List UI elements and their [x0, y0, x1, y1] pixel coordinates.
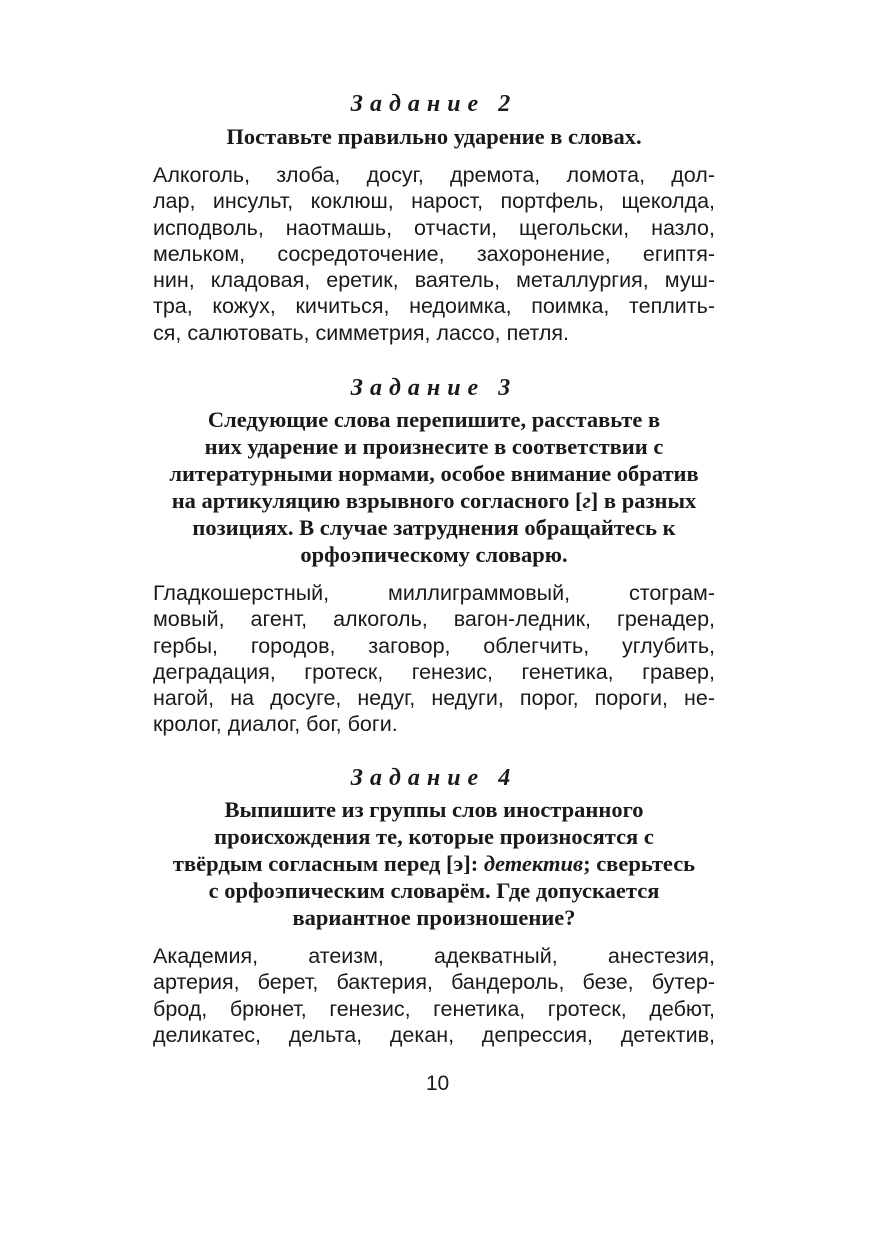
task-3-heading-italic-g: г — [582, 488, 591, 513]
task-2-section — [153, 90, 715, 346]
task-4-body — [153, 943, 715, 1048]
task-3-title: Задание 3 — [350, 375, 518, 401]
task-3-heading-line: них ударение и произнесите в соответствии с — [204, 434, 664, 459]
task-3-body — [153, 580, 715, 738]
task-4-heading-line: с орфоэпическим словарём. Где допускается — [208, 878, 660, 903]
task-4-body-line: Академия, атеизм, адекватный, анестезия, — [153, 944, 715, 968]
task-2-body-line: лар, инсульт, коклюш, нарост, портфель, щеколда, — [153, 189, 715, 214]
task-3-heading-line: литературными нормами, особое внимание обратив — [169, 461, 699, 486]
page-number: 10 — [425, 1072, 450, 1095]
task-3-heading-line: орфоэпическому словарю. — [300, 542, 568, 567]
task-3-body-line: деградация, гротеск, генезис, генетика, гравер, — [153, 659, 715, 684]
task-4-heading-line: вариантное произношение? — [292, 905, 576, 930]
task-2-body-line: Алкоголь, злоба, досуг, дремота, ломота, дол- — [153, 163, 715, 187]
task-4-heading — [153, 796, 715, 931]
task-2-body-line: нин, кладовая, еретик, ваятель, металлургия, муш- — [153, 268, 715, 293]
task-3-section — [153, 374, 715, 738]
task-2-heading: Поставьте правильно ударение в словах. — [226, 124, 642, 149]
task-3-body-line: нагой, на досуге, недуг, недуги, порог, пороги, не- — [153, 686, 715, 711]
task-4-title: Задание 4 — [350, 765, 518, 791]
task-4-body-line: артерия, берет, бактерия, бандероль, безе, бутер- — [153, 970, 715, 995]
task-4-heading-line: Выпишите из группы слов иностранного — [224, 797, 644, 822]
task-2-title: Задание 2 — [350, 91, 518, 117]
task-4-section — [153, 764, 715, 1048]
task-4-body-line: деликатес, дельта, декан, депрессия, детектив, — [153, 1022, 715, 1047]
task-2-body — [153, 162, 715, 346]
task-3-heading-line: Следующие слова перепишите, расставьте в — [207, 407, 661, 432]
task-3-heading-line: на артикуляцию взрывного согласного [ — [171, 488, 583, 513]
task-4-heading-line: ; сверьтесь — [583, 851, 696, 876]
task-3-body-line: Гладкошерстный, миллиграммовый, стограм- — [153, 581, 715, 605]
task-2-body-line: тра, кожух, кичиться, недоимка, поимка, теплить- — [153, 294, 715, 319]
task-3-body-line: кролог, диалог, бог, боги. — [153, 712, 398, 737]
task-4-heading-line: происхождения те, которые произносятся с — [214, 824, 654, 849]
task-3-heading-line: позициях. В случае затруднения обращайтесь к — [192, 515, 676, 540]
task-2-body-line: исподволь, наотмашь, отчасти, щегольски, назло, — [153, 215, 715, 240]
task-2-body-line: ся, салютовать, симметрия, лассо, петля. — [153, 320, 570, 345]
task-4-heading-line: твёрдым согласным перед [э]: — [172, 851, 484, 876]
task-3-body-line: мовый, агент, алкоголь, вагон-ледник, гренадер, — [153, 607, 715, 632]
task-4-body-line: брод, брюнет, генезис, генетика, гротеск, дебют, — [153, 996, 715, 1021]
task-4-heading-italic-word: детектив — [483, 851, 584, 876]
task-3-heading — [153, 406, 715, 568]
task-3-body-line: гербы, городов, заговор, облегчить, углубить, — [153, 633, 715, 658]
task-3-heading-line: ] в разных — [590, 488, 697, 513]
task-2-body-line: мельком, сосредоточение, захоронение, египтя- — [153, 241, 715, 266]
